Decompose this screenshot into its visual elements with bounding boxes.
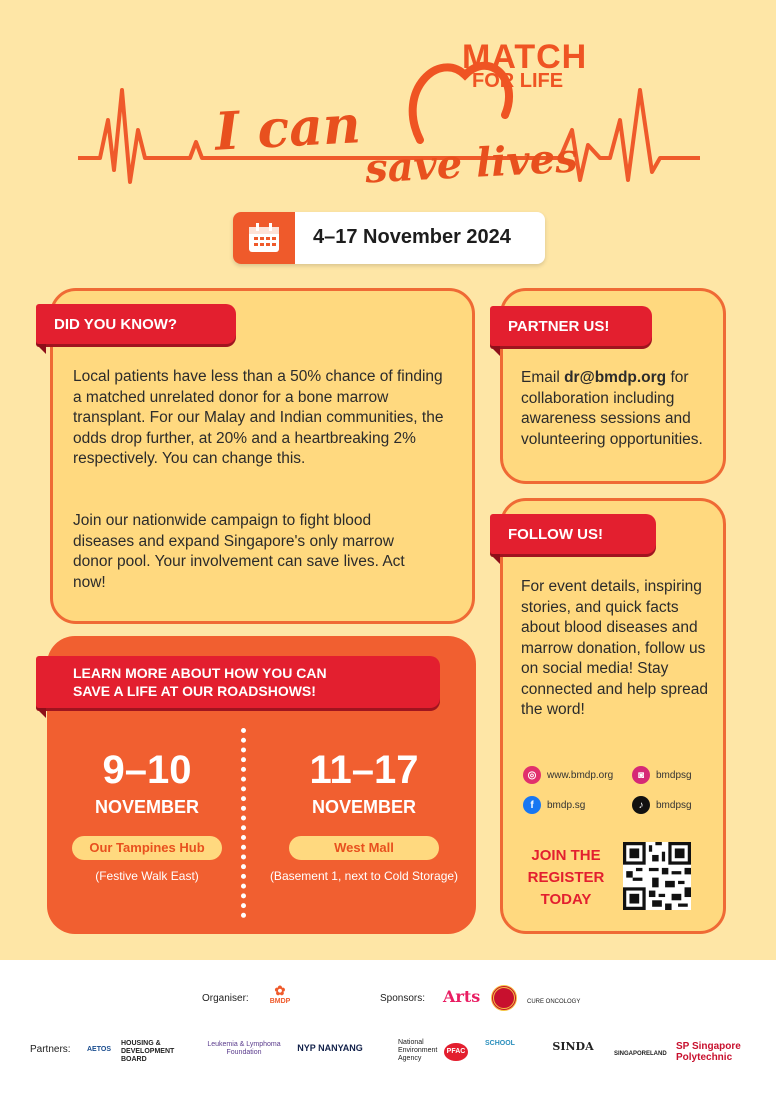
did-you-know-ribbon [36, 304, 236, 344]
partner-school: SCHOOL [485, 1040, 515, 1047]
bmdp-figure-icon: ✿ [274, 983, 286, 998]
calendar-icon [233, 212, 295, 264]
cta-line-1: JOIN THE [531, 847, 601, 864]
partner-nyp: NYP NANYANG [297, 1043, 363, 1053]
follow-ribbon [490, 514, 656, 554]
brand-match: MATCH [462, 38, 588, 76]
event-1-dates: 9–10 [102, 748, 192, 792]
qr-code-icon[interactable] [623, 842, 691, 910]
follow-text: For event details, inspiring stories, and quick facts about blood diseases and marrow donation, follow us on social media! Stay connected and help spread the word! [521, 578, 709, 718]
partner-text-pre: Email [521, 369, 565, 386]
tiktok-icon: ♪ [632, 796, 650, 814]
organiser-logo [265, 984, 295, 1006]
cta-line-3: TODAY [540, 891, 592, 908]
event-1-detail: (Festive Walk East) [95, 869, 199, 883]
did-you-know-para-1: Local patients have less than a 50% chance of finding a matched unrelated donor for a bone marrow transplant. For our Malay and Indian communities, the odds drop further, at 20% and a heartbreaking 2% respectively. You can change this. [73, 368, 444, 467]
join-register-cta[interactable] [520, 845, 612, 911]
sponsors-label: Sponsors: [380, 993, 426, 1004]
roadshow-divider [241, 728, 247, 918]
website-link[interactable] [523, 766, 613, 784]
sponsor-logo-arts: Arts [443, 987, 481, 1006]
event-2-venue: West Mall [289, 836, 439, 860]
organiser-name: BMDP [269, 998, 291, 1005]
partner-text-post: for collaboration including awareness sessions and volunteering opportunities. [521, 369, 703, 448]
tiktok-text: bmdpsg [656, 799, 692, 811]
did-you-know-para-2: Join our nationwide campaign to fight blood diseases and expand Singapore's only marrow donor pool. Your involvement can save lives. Act now! [73, 512, 405, 591]
partner-email-link[interactable]: dr@bmdp.org [564, 369, 667, 386]
instagram-link[interactable] [632, 766, 692, 784]
partner-text [521, 368, 713, 450]
partner-pfac: PFAC [444, 1043, 468, 1061]
facebook-text: bmdp.sg [547, 799, 586, 811]
event-1-month: NOVEMBER [94, 797, 199, 817]
sponsor-logo-cure: CURE ONCOLOGY [527, 999, 581, 1005]
website-text: www.bmdp.org [547, 769, 614, 781]
headline-save-lives: save lives [363, 134, 579, 193]
roadshow-title-1: LEARN MORE ABOUT HOW YOU CAN [73, 665, 327, 681]
partner-aetos: AETOS [87, 1046, 111, 1053]
date-badge [233, 212, 545, 264]
organiser-label: Organiser: [202, 993, 249, 1004]
facebook-link[interactable] [523, 796, 585, 814]
partner-lymphoma: Leukemia & Lymphoma Foundation [207, 1041, 281, 1056]
partner-ribbon [490, 306, 652, 346]
instagram-icon: ◙ [632, 766, 650, 784]
partner-title: PARTNER US! [508, 317, 610, 335]
instagram-text: bmdpsg [656, 769, 692, 781]
roadshow-title-2: SAVE A LIFE AT OUR ROADSHOWS! [73, 683, 316, 699]
partner-singaporeland: SINGAPORELAND [614, 1051, 667, 1057]
globe-icon: ◎ [523, 766, 541, 784]
partner-sinda: SINDA [552, 1040, 594, 1053]
event-2-detail: (Basement 1, next to Cold Storage) [269, 869, 459, 883]
partner-sp: SP Singapore Polytechnic [676, 1041, 741, 1063]
partners-label: Partners: [30, 1044, 71, 1055]
did-you-know-title: DID YOU KNOW? [54, 315, 178, 333]
event-2-dates: 11–17 [309, 748, 419, 792]
campaign-dates: 4–17 November 2024 [313, 226, 511, 248]
sponsor-seal-icon [491, 985, 517, 1011]
partner-nea: National Environment Agency [398, 1039, 438, 1062]
event-1-venue: Our Tampines Hub [72, 836, 222, 860]
event-2-month: NOVEMBER [311, 797, 416, 817]
follow-title: FOLLOW US! [508, 525, 603, 543]
facebook-icon: f [523, 796, 541, 814]
brand-for-life: FOR LIFE [472, 70, 564, 92]
sponsor-footer [0, 960, 776, 1100]
partner-hdb: HOUSING & DEVELOPMENT BOARD [121, 1040, 175, 1063]
roadshow-ribbon [36, 656, 440, 708]
headline-i-can: I can [213, 94, 363, 163]
tiktok-link[interactable] [632, 796, 692, 814]
cta-line-2: REGISTER [527, 869, 605, 886]
